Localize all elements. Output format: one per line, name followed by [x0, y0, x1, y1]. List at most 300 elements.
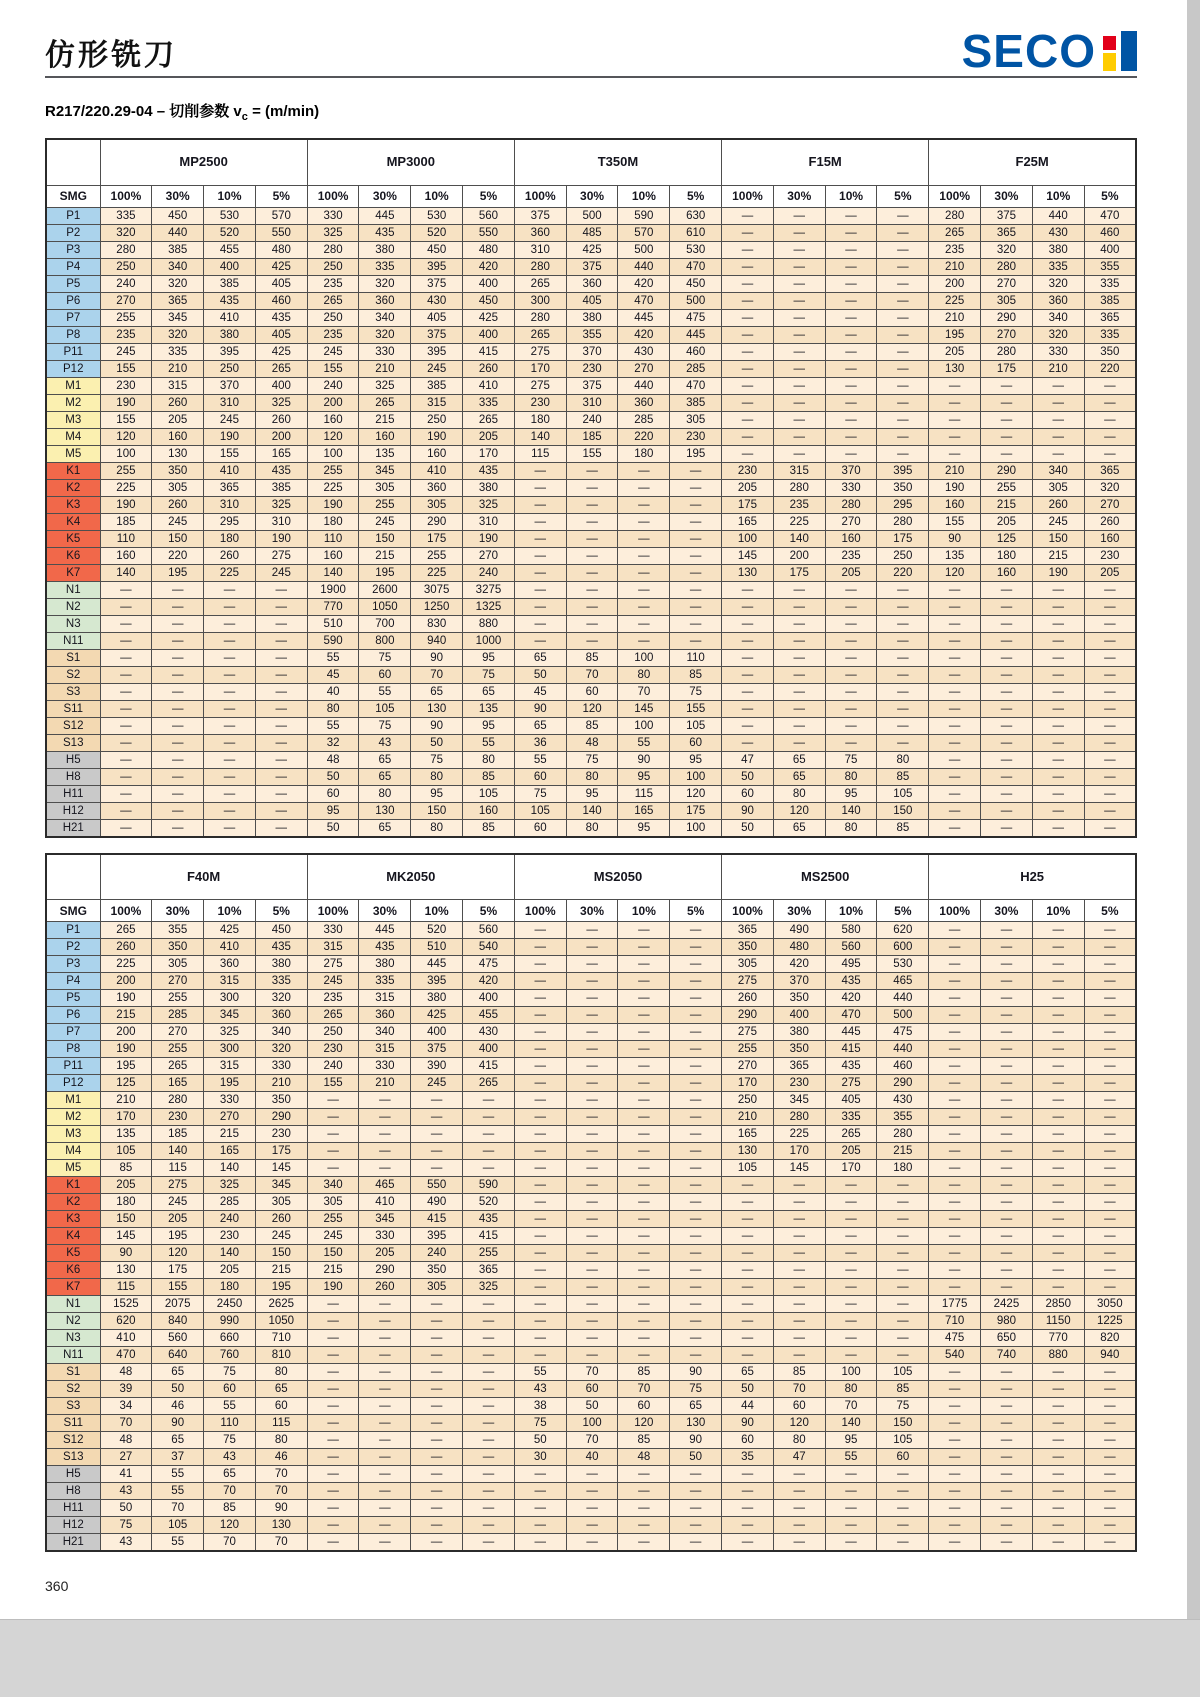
value-cell: 435 [204, 292, 256, 309]
value-cell: — [825, 275, 877, 292]
value-cell: 445 [359, 207, 411, 224]
value-cell: 380 [411, 990, 463, 1007]
value-cell: 510 [307, 615, 359, 632]
value-cell: — [463, 1381, 515, 1398]
value-cell: 80 [307, 700, 359, 717]
value-cell: — [514, 1296, 566, 1313]
value-cell: — [463, 1398, 515, 1415]
value-cell: 65 [255, 1381, 307, 1398]
value-cell: — [981, 819, 1033, 837]
value-cell: 260 [152, 496, 204, 513]
smg-row-label: N3 [46, 1330, 100, 1347]
value-cell: 47 [773, 1449, 825, 1466]
value-cell: 100 [618, 717, 670, 734]
value-cell: — [514, 1483, 566, 1500]
value-cell: 70 [411, 666, 463, 683]
smg-row-label: S3 [46, 683, 100, 700]
value-cell: 70 [152, 1500, 204, 1517]
value-cell: — [618, 1211, 670, 1228]
table-row [46, 1466, 1136, 1483]
value-cell: — [670, 615, 722, 632]
value-cell: — [981, 649, 1033, 666]
value-cell: — [1032, 1245, 1084, 1262]
value-cell: 50 [100, 1500, 152, 1517]
value-cell: 350 [773, 990, 825, 1007]
smg-row-label: P12 [46, 1075, 100, 1092]
value-cell: — [411, 1313, 463, 1330]
value-cell: 55 [204, 1398, 256, 1415]
value-cell: 200 [773, 547, 825, 564]
value-cell: 270 [463, 547, 515, 564]
value-cell: — [514, 1041, 566, 1058]
value-cell: — [100, 598, 152, 615]
value-cell: 65 [514, 717, 566, 734]
value-cell: — [307, 1466, 359, 1483]
value-cell: 510 [411, 939, 463, 956]
value-cell: 335 [100, 207, 152, 224]
value-cell: 380 [1032, 241, 1084, 258]
smg-row-label: P8 [46, 1041, 100, 1058]
value-cell: — [773, 598, 825, 615]
value-cell: — [566, 1177, 618, 1194]
value-cell: — [411, 1415, 463, 1432]
value-cell: — [1032, 1177, 1084, 1194]
value-cell: — [670, 922, 722, 939]
value-cell: — [100, 700, 152, 717]
value-cell: 3075 [411, 581, 463, 598]
value-cell: 155 [670, 700, 722, 717]
value-cell: 1525 [100, 1296, 152, 1313]
value-cell: 395 [411, 343, 463, 360]
value-cell: 270 [152, 1024, 204, 1041]
value-cell: 305 [670, 411, 722, 428]
value-cell: 155 [929, 513, 981, 530]
value-cell: 245 [411, 360, 463, 377]
value-cell: 365 [204, 479, 256, 496]
value-cell: 95 [463, 649, 515, 666]
value-cell: — [877, 241, 929, 258]
value-cell: 125 [981, 530, 1033, 547]
value-cell: 1000 [463, 632, 515, 649]
value-cell: — [463, 1296, 515, 1313]
value-cell: — [359, 1432, 411, 1449]
value-cell: 95 [307, 802, 359, 819]
value-cell: 90 [152, 1415, 204, 1432]
value-cell: 310 [463, 513, 515, 530]
value-cell: — [1084, 1415, 1136, 1432]
value-cell: 310 [566, 394, 618, 411]
percent-header: 100% [722, 185, 774, 207]
value-cell: — [670, 1058, 722, 1075]
value-cell: — [1084, 394, 1136, 411]
value-cell: 135 [463, 700, 515, 717]
value-cell: — [1084, 1007, 1136, 1024]
smg-row-label: P7 [46, 1024, 100, 1041]
value-cell: — [100, 683, 152, 700]
value-cell: 320 [152, 275, 204, 292]
value-cell: 60 [514, 819, 566, 837]
value-cell: 400 [463, 1041, 515, 1058]
value-cell: 70 [566, 1432, 618, 1449]
smg-row-label: N2 [46, 598, 100, 615]
value-cell: 560 [825, 939, 877, 956]
value-cell: 810 [255, 1347, 307, 1364]
value-cell: — [670, 1279, 722, 1296]
value-cell: 100 [307, 445, 359, 462]
value-cell: 470 [670, 258, 722, 275]
value-cell: — [1032, 1432, 1084, 1449]
value-cell: — [825, 411, 877, 428]
value-cell: 335 [1084, 326, 1136, 343]
value-cell: — [618, 1126, 670, 1143]
value-cell: — [411, 1517, 463, 1534]
value-cell: — [514, 1228, 566, 1245]
value-cell: — [670, 1296, 722, 1313]
percent-header: 10% [204, 900, 256, 922]
value-cell: — [773, 377, 825, 394]
value-cell: — [359, 1500, 411, 1517]
value-cell: 145 [773, 1160, 825, 1177]
value-cell: — [618, 1160, 670, 1177]
value-cell: 275 [825, 1075, 877, 1092]
value-cell: — [981, 581, 1033, 598]
value-cell: — [981, 1041, 1033, 1058]
value-cell: 1325 [463, 598, 515, 615]
value-cell: 95 [825, 1432, 877, 1449]
value-cell: — [204, 785, 256, 802]
value-cell: 290 [722, 1007, 774, 1024]
value-cell: — [1084, 1432, 1136, 1449]
value-cell: — [670, 1500, 722, 1517]
value-cell: 330 [204, 1092, 256, 1109]
value-cell: — [618, 939, 670, 956]
value-cell: 480 [463, 241, 515, 258]
value-cell: — [825, 1228, 877, 1245]
value-cell: 48 [566, 734, 618, 751]
value-cell: 365 [152, 292, 204, 309]
value-cell: 265 [929, 224, 981, 241]
value-cell: — [929, 1398, 981, 1415]
value-cell: 225 [411, 564, 463, 581]
value-cell: — [1032, 394, 1084, 411]
value-cell: — [722, 1245, 774, 1262]
percent-header: 10% [825, 900, 877, 922]
value-cell: 460 [877, 1058, 929, 1075]
value-cell: 270 [100, 292, 152, 309]
value-cell: 355 [152, 922, 204, 939]
smg-row-label: K4 [46, 1228, 100, 1245]
value-cell: — [566, 1075, 618, 1092]
value-cell: — [411, 1296, 463, 1313]
value-cell: — [514, 1466, 566, 1483]
value-cell: — [359, 1364, 411, 1381]
value-cell: 325 [255, 496, 307, 513]
value-cell: — [566, 598, 618, 615]
value-cell: — [1084, 956, 1136, 973]
value-cell: 75 [359, 717, 411, 734]
value-cell: 290 [877, 1075, 929, 1092]
smg-row-label: S2 [46, 1381, 100, 1398]
value-cell: 315 [359, 990, 411, 1007]
value-cell: 320 [359, 275, 411, 292]
value-cell: — [618, 922, 670, 939]
value-cell: 150 [152, 530, 204, 547]
value-cell: — [1032, 768, 1084, 785]
value-cell: 440 [877, 990, 929, 1007]
table-row [46, 547, 1136, 564]
value-cell: 275 [307, 956, 359, 973]
value-cell: 110 [100, 530, 152, 547]
value-cell: 230 [670, 428, 722, 445]
value-cell: — [566, 1092, 618, 1109]
value-cell: — [152, 819, 204, 837]
value-cell: — [204, 615, 256, 632]
value-cell: — [566, 462, 618, 479]
percent-header: 100% [100, 900, 152, 922]
smg-row-label: M1 [46, 1092, 100, 1109]
value-cell: — [877, 1228, 929, 1245]
value-cell: 280 [152, 1092, 204, 1109]
value-cell: 32 [307, 734, 359, 751]
percent-header: 30% [152, 185, 204, 207]
value-cell: — [1084, 1364, 1136, 1381]
table-row [46, 1228, 1136, 1245]
value-cell: 500 [618, 241, 670, 258]
table-row [46, 734, 1136, 751]
value-cell: — [566, 939, 618, 956]
table-row [46, 564, 1136, 581]
value-cell: 85 [877, 1381, 929, 1398]
value-cell: — [514, 922, 566, 939]
value-cell: — [929, 768, 981, 785]
value-cell: — [618, 496, 670, 513]
value-cell: 325 [463, 1279, 515, 1296]
smg-row-label: H5 [46, 1466, 100, 1483]
value-cell: 75 [825, 751, 877, 768]
value-cell: 140 [825, 1415, 877, 1432]
smg-row-label: H12 [46, 802, 100, 819]
value-cell: 265 [463, 411, 515, 428]
smg-row-label: H11 [46, 785, 100, 802]
value-cell: — [566, 1194, 618, 1211]
value-cell: — [929, 922, 981, 939]
percent-header: 100% [307, 185, 359, 207]
value-cell: — [825, 1279, 877, 1296]
value-cell: 260 [1084, 513, 1136, 530]
value-cell: 280 [877, 1126, 929, 1143]
value-cell: 550 [463, 224, 515, 241]
value-cell: — [566, 479, 618, 496]
value-cell: — [929, 956, 981, 973]
percent-header: 30% [566, 185, 618, 207]
value-cell: 530 [670, 241, 722, 258]
value-cell: 260 [359, 1279, 411, 1296]
value-cell: 210 [722, 1109, 774, 1126]
value-cell: — [1032, 1143, 1084, 1160]
value-cell: 235 [307, 326, 359, 343]
value-cell: — [877, 377, 929, 394]
value-cell: 290 [411, 513, 463, 530]
value-cell: 250 [204, 360, 256, 377]
value-cell: 830 [411, 615, 463, 632]
value-cell: — [411, 1449, 463, 1466]
value-cell: — [566, 1330, 618, 1347]
value-cell: 365 [463, 1262, 515, 1279]
value-cell: 410 [204, 462, 256, 479]
value-cell: — [722, 1211, 774, 1228]
value-cell: — [981, 1177, 1033, 1194]
value-cell: 75 [204, 1432, 256, 1449]
percent-header: 10% [825, 185, 877, 207]
value-cell: 230 [255, 1126, 307, 1143]
value-cell: 530 [877, 956, 929, 973]
value-cell: — [463, 1415, 515, 1432]
value-cell: — [152, 785, 204, 802]
value-cell: — [1084, 768, 1136, 785]
value-cell: 46 [152, 1398, 204, 1415]
value-cell: — [670, 632, 722, 649]
value-cell: — [1084, 683, 1136, 700]
value-cell: 80 [825, 1381, 877, 1398]
value-cell: — [877, 1466, 929, 1483]
value-cell: 60 [359, 666, 411, 683]
value-cell: 90 [100, 1245, 152, 1262]
value-cell: 140 [514, 428, 566, 445]
value-cell: 55 [825, 1449, 877, 1466]
value-cell: 425 [463, 309, 515, 326]
value-cell: — [204, 768, 256, 785]
value-cell: 440 [618, 258, 670, 275]
value-cell: 140 [773, 530, 825, 547]
value-cell: 190 [100, 1041, 152, 1058]
value-cell: 250 [877, 547, 929, 564]
value-cell: 75 [100, 1517, 152, 1534]
value-cell: — [981, 1534, 1033, 1552]
value-cell: 290 [255, 1109, 307, 1126]
value-cell: 230 [566, 360, 618, 377]
value-cell: 120 [152, 1245, 204, 1262]
value-cell: — [722, 666, 774, 683]
page-edge-right [1187, 0, 1200, 1697]
value-cell: 2600 [359, 581, 411, 598]
value-cell: 170 [825, 1160, 877, 1177]
value-cell: — [773, 1347, 825, 1364]
value-cell: — [722, 326, 774, 343]
table-row [46, 1041, 1136, 1058]
table-row [46, 939, 1136, 956]
value-cell: — [929, 717, 981, 734]
value-cell: — [773, 1534, 825, 1552]
value-cell: — [566, 513, 618, 530]
value-cell: — [825, 598, 877, 615]
value-cell: 225 [773, 1126, 825, 1143]
value-cell: — [877, 411, 929, 428]
value-cell: 190 [204, 428, 256, 445]
value-cell: — [981, 1381, 1033, 1398]
value-cell: 45 [514, 683, 566, 700]
value-cell: — [825, 1211, 877, 1228]
value-cell: 210 [359, 360, 411, 377]
value-cell: — [929, 632, 981, 649]
value-cell: — [618, 1517, 670, 1534]
value-cell: — [773, 615, 825, 632]
value-cell: 425 [204, 922, 256, 939]
value-cell: 240 [566, 411, 618, 428]
value-cell: — [152, 615, 204, 632]
value-cell: — [929, 428, 981, 445]
value-cell: 550 [411, 1177, 463, 1194]
value-cell: — [307, 1415, 359, 1432]
value-cell: 1150 [1032, 1313, 1084, 1330]
value-cell: 70 [204, 1534, 256, 1552]
value-cell: — [670, 1160, 722, 1177]
value-cell: 330 [255, 1058, 307, 1075]
value-cell: — [1032, 819, 1084, 837]
value-cell: 100 [722, 530, 774, 547]
value-cell: 100 [618, 649, 670, 666]
value-cell: — [618, 513, 670, 530]
value-cell: 440 [152, 224, 204, 241]
value-cell: 430 [618, 343, 670, 360]
value-cell: 770 [1032, 1330, 1084, 1347]
value-cell: 245 [255, 1228, 307, 1245]
value-cell: 75 [514, 1415, 566, 1432]
smg-row-label: P4 [46, 973, 100, 990]
value-cell: 480 [773, 939, 825, 956]
value-cell: — [1032, 1194, 1084, 1211]
value-cell: — [825, 224, 877, 241]
smg-row-label: P3 [46, 241, 100, 258]
value-cell: — [411, 1534, 463, 1552]
value-cell: — [618, 632, 670, 649]
value-cell: — [929, 1109, 981, 1126]
value-cell: — [514, 939, 566, 956]
value-cell: — [981, 700, 1033, 717]
value-cell: — [204, 734, 256, 751]
value-cell: — [981, 1075, 1033, 1092]
value-cell: — [981, 922, 1033, 939]
value-cell: — [929, 1228, 981, 1245]
value-cell: 540 [929, 1347, 981, 1364]
value-cell: 385 [411, 377, 463, 394]
value-cell: 150 [1032, 530, 1084, 547]
smg-row-label: M4 [46, 428, 100, 445]
value-cell: 710 [929, 1313, 981, 1330]
value-cell: — [1032, 1041, 1084, 1058]
value-cell: 325 [463, 496, 515, 513]
percent-header: 100% [307, 900, 359, 922]
smg-row-label: K3 [46, 496, 100, 513]
value-cell: 105 [514, 802, 566, 819]
value-cell: 48 [307, 751, 359, 768]
value-cell: 130 [722, 564, 774, 581]
value-cell: 55 [359, 683, 411, 700]
value-cell: — [411, 1347, 463, 1364]
value-cell: — [670, 1313, 722, 1330]
value-cell: — [877, 1330, 929, 1347]
value-cell: — [722, 309, 774, 326]
value-cell: 275 [514, 377, 566, 394]
value-cell: — [773, 207, 825, 224]
smg-row-label: K5 [46, 530, 100, 547]
value-cell: 180 [307, 513, 359, 530]
value-cell: 345 [773, 1092, 825, 1109]
value-cell: 70 [825, 1398, 877, 1415]
value-cell: 375 [566, 377, 618, 394]
value-cell: 245 [307, 1228, 359, 1245]
value-cell: 700 [359, 615, 411, 632]
value-cell: — [773, 1194, 825, 1211]
